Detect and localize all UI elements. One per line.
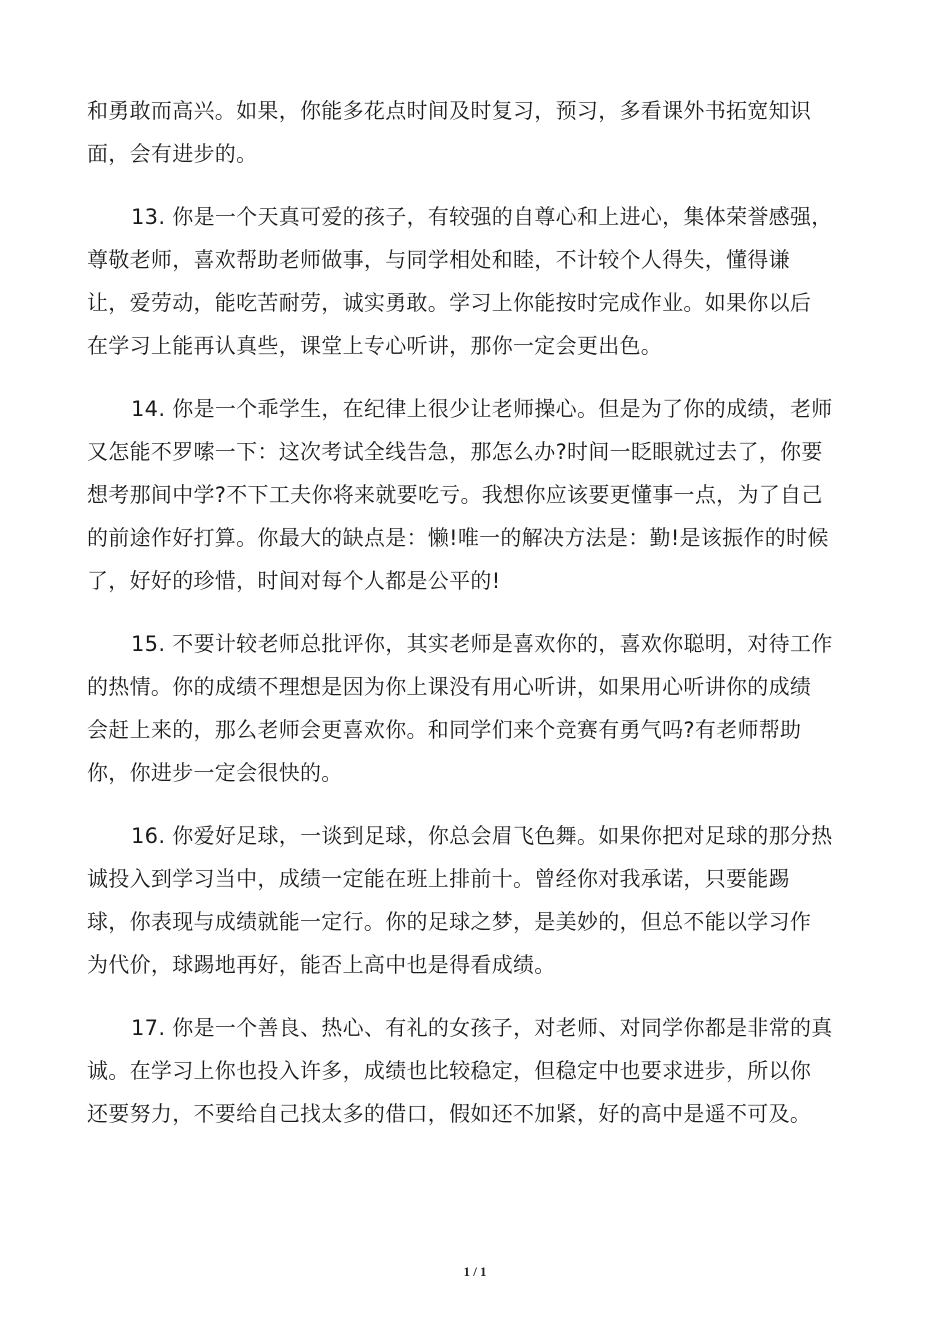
document-body bbox=[87, 90, 867, 1156]
text-line: 还要努力，不要给自己找太多的借口，假如还不加紧，好的高中是遥不可及。 bbox=[87, 1102, 812, 1126]
paragraph-14 bbox=[87, 388, 867, 603]
paragraph-15 bbox=[87, 623, 867, 795]
text-line: 15. 不要计较老师总批评你，其实老师是喜欢你的，喜欢你聪明，对待工作 bbox=[131, 632, 833, 656]
text-line: 13. 你是一个天真可爱的孩子，有较强的自尊心和上进心，集体荣誉感强， bbox=[131, 205, 833, 229]
text-line: 面，会有进步的。 bbox=[87, 142, 258, 166]
paragraph-continuation bbox=[87, 90, 867, 176]
text-line: 想考那间中学?不下工夫你将来就要吃亏。我想你应该要更懂事一点，为了自己 bbox=[87, 483, 823, 507]
text-line: 在学习上能再认真些，课堂上专心听讲，那你一定会更出色。 bbox=[87, 334, 663, 358]
paragraph-16 bbox=[87, 815, 867, 987]
paragraph-17 bbox=[87, 1007, 867, 1136]
text-line: 诚。在学习上你也投入许多，成绩也比较稳定，但稳定中也要求进步，所以你 bbox=[87, 1059, 812, 1083]
text-line: 让，爱劳动，能吃苦耐劳，诚实勇敢。学习上你能按时完成作业。如果你以后 bbox=[87, 291, 812, 315]
text-line: 球，你表现与成绩就能一定行。你的足球之梦，是美妙的，但总不能以学习作 bbox=[87, 910, 812, 934]
text-line: 14. 你是一个乖学生，在纪律上很少让老师操心。但是为了你的成绩，老师 bbox=[131, 397, 833, 421]
text-line: 了，好好的珍惜，时间对每个人都是公平的! bbox=[87, 569, 501, 593]
text-line: 为代价，球踢地再好，能否上高中也是得看成绩。 bbox=[87, 953, 556, 977]
text-line: 和勇敢而高兴。如果，你能多花点时间及时复习，预习，多看课外书拓宽知识 bbox=[87, 99, 812, 123]
text-line: 会赶上来的，那么老师会更喜欢你。和同学们来个竞赛有勇气吗?有老师帮助 bbox=[87, 718, 802, 742]
paragraph-13 bbox=[87, 196, 867, 368]
text-line: 的前途作好打算。你最大的缺点是：懒!唯一的解决方法是：勤!是该振作的时候 bbox=[87, 526, 829, 550]
text-line: 你，你进步一定会很快的。 bbox=[87, 761, 343, 785]
text-line: 诚投入到学习当中，成绩一定能在班上排前十。曾经你对我承诺，只要能踢 bbox=[87, 867, 790, 891]
text-line: 又怎能不罗嗦一下：这次考试全线告急，那怎么办?时间一眨眼就过去了，你要 bbox=[87, 440, 823, 464]
text-line: 尊敬老师，喜欢帮助老师做事，与同学相处和睦，不计较个人得失，懂得谦 bbox=[87, 248, 790, 272]
page-number: 1 / 1 bbox=[463, 1264, 487, 1279]
text-line: 的热情。你的成绩不理想是因为你上课没有用心听讲，如果用心听讲你的成绩 bbox=[87, 675, 812, 699]
text-line: 16. 你爱好足球，一谈到足球，你总会眉飞色舞。如果你把对足球的那分热 bbox=[131, 824, 833, 848]
text-line: 17. 你是一个善良、热心、有礼的女孩子，对老师、对同学你都是非常的真 bbox=[131, 1016, 833, 1040]
